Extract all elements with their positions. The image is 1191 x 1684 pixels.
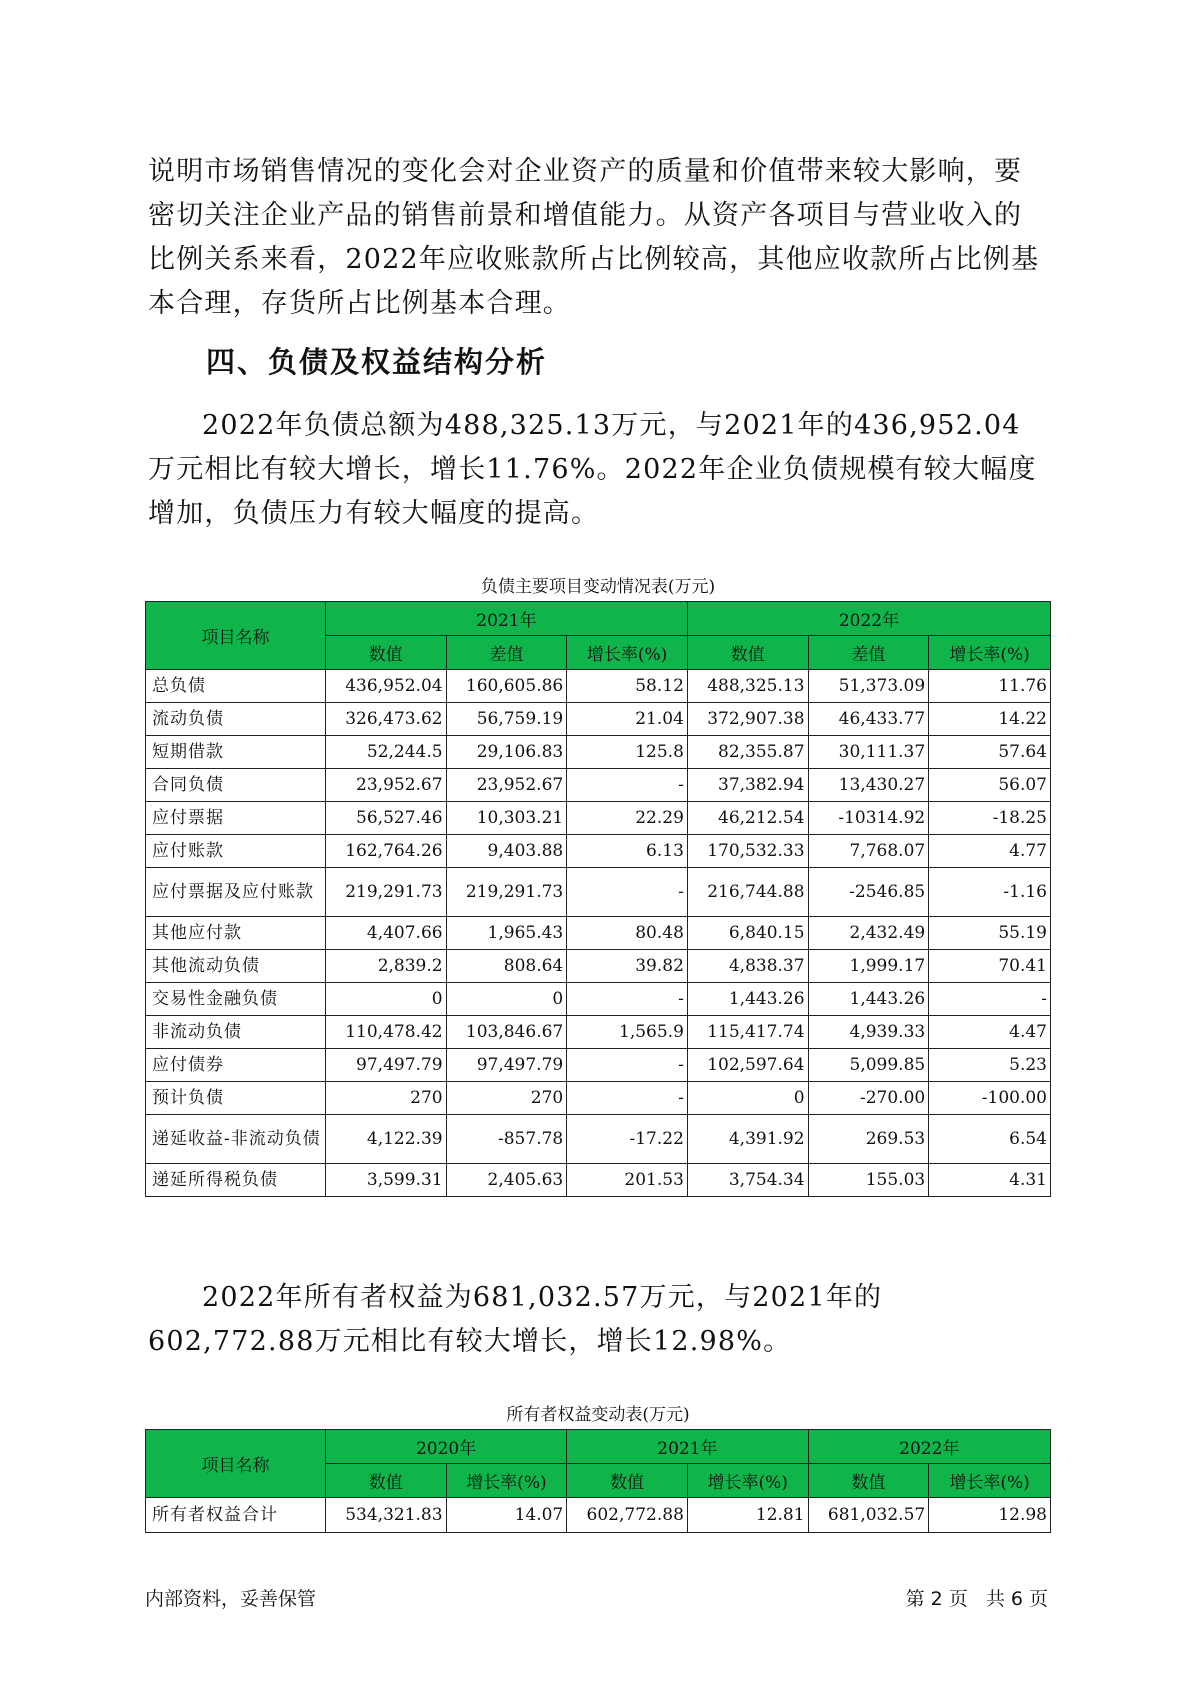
- row-item-name: 应付债券: [146, 1049, 326, 1082]
- table-cell: 4,838.37: [687, 950, 808, 983]
- row-item-name: 流动负债: [146, 703, 326, 736]
- table-cell: 57.64: [929, 736, 1051, 769]
- table-cell: 201.53: [567, 1164, 688, 1197]
- table-cell: 436,952.04: [325, 670, 446, 703]
- table-cell: 22.29: [567, 802, 688, 835]
- table-cell: 1,999.17: [808, 950, 929, 983]
- table-cell: -: [567, 1049, 688, 1082]
- table-cell: -: [929, 983, 1051, 1016]
- row-item-name: 递延所得税负债: [146, 1164, 326, 1197]
- subheader: 增长率(%): [929, 1464, 1051, 1498]
- table-cell: 0: [446, 983, 567, 1016]
- table-cell: 97,497.79: [446, 1049, 567, 1082]
- table-cell: 3,754.34: [687, 1164, 808, 1197]
- table-row: [146, 917, 1051, 950]
- table-cell: 4.47: [929, 1016, 1051, 1049]
- table-cell: 6.13: [567, 835, 688, 868]
- row-item-name: 其他流动负债: [146, 950, 326, 983]
- table-cell: 326,473.62: [325, 703, 446, 736]
- table-cell: 12.81: [687, 1498, 808, 1533]
- table-cell: -18.25: [929, 802, 1051, 835]
- table-cell: 681,032.57: [808, 1498, 929, 1533]
- subheader: 差值: [808, 636, 929, 670]
- table-cell: 808.64: [446, 950, 567, 983]
- table-cell: 51,373.09: [808, 670, 929, 703]
- table-cell: -270.00: [808, 1082, 929, 1115]
- subheader: 增长率(%): [446, 1464, 567, 1498]
- subheader: 增长率(%): [567, 636, 688, 670]
- table-cell: 270: [446, 1082, 567, 1115]
- table-cell: 80.48: [567, 917, 688, 950]
- subheader: 增长率(%): [687, 1464, 808, 1498]
- table-cell: -: [567, 769, 688, 802]
- table-cell: 46,212.54: [687, 802, 808, 835]
- table-cell: 97,497.79: [325, 1049, 446, 1082]
- table-cell: 102,597.64: [687, 1049, 808, 1082]
- equity-table-body: [146, 1498, 1051, 1533]
- table-cell: 2,432.49: [808, 917, 929, 950]
- table-cell: 29,106.83: [446, 736, 567, 769]
- table-row: [146, 769, 1051, 802]
- total-label: 共: [985, 1588, 1005, 1610]
- liability-table-caption: 负债主要项目变动情况表(万元): [480, 577, 716, 597]
- table-cell: 37,382.94: [687, 769, 808, 802]
- table-cell: 82,355.87: [687, 736, 808, 769]
- table-cell: 170,532.33: [687, 835, 808, 868]
- table-row: [146, 1082, 1051, 1115]
- intro-paragraph: 说明市场销售情况的变化会对企业资产的质量和价值带来较大影响，要密切关注企业产品的销售前景和增值能力。从资产各项目与营业收入的比例关系来看，2022年应收账款所占比例较高，其他应收款所占比例基本合理，存货所占比例基本合理。: [148, 156, 1040, 319]
- table-cell: 5,099.85: [808, 1049, 929, 1082]
- table-cell: -857.78: [446, 1115, 567, 1164]
- table-row: [146, 950, 1051, 983]
- table-cell: 155.03: [808, 1164, 929, 1197]
- table-cell: 110,478.42: [325, 1016, 446, 1049]
- table-cell: 1,443.26: [808, 983, 929, 1016]
- table-cell: 12.98: [929, 1498, 1051, 1533]
- table-cell: 55.19: [929, 917, 1051, 950]
- row-item-name: 短期借款: [146, 736, 326, 769]
- row-item-name: 应付票据: [146, 802, 326, 835]
- table-cell: 4,407.66: [325, 917, 446, 950]
- table-cell: 11.76: [929, 670, 1051, 703]
- table-cell: 219,291.73: [446, 868, 567, 917]
- table-row: [146, 868, 1051, 917]
- table-row: [146, 1498, 1051, 1533]
- table-cell: 52,244.5: [325, 736, 446, 769]
- table-row: [146, 983, 1051, 1016]
- table-cell: -100.00: [929, 1082, 1051, 1115]
- table-cell: 4.77: [929, 835, 1051, 868]
- table-row: [146, 670, 1051, 703]
- total-label: 页: [1028, 1588, 1048, 1610]
- table-cell: 9,403.88: [446, 835, 567, 868]
- table-row: [146, 1016, 1051, 1049]
- table-cell: 4,122.39: [325, 1115, 446, 1164]
- table-cell: -17.22: [567, 1115, 688, 1164]
- table-cell: 2,839.2: [325, 950, 446, 983]
- table-cell: 10,303.21: [446, 802, 567, 835]
- table-cell: -1.16: [929, 868, 1051, 917]
- table-cell: 534,321.83: [325, 1498, 446, 1533]
- total-pages: 6: [1010, 1588, 1023, 1610]
- subheader: 数值: [325, 636, 446, 670]
- table-cell: 4,391.92: [687, 1115, 808, 1164]
- table-cell: 6,840.15: [687, 917, 808, 950]
- row-item-name: 预计负债: [146, 1082, 326, 1115]
- row-item-name: 所有者权益合计: [146, 1498, 326, 1533]
- subheader: 数值: [808, 1464, 929, 1498]
- current-page: 2: [930, 1588, 943, 1610]
- header-year-2022: 2022年: [808, 1430, 1050, 1464]
- equity-paragraph: 2022年所有者权益为681,032.57万元，与2021年的602,772.88万元相比有较大增长，增长12.98%。: [148, 1282, 883, 1357]
- table-row: [146, 736, 1051, 769]
- header-year-2020: 2020年: [325, 1430, 566, 1464]
- header-year-2021: 2021年: [567, 1430, 808, 1464]
- table-cell: -: [567, 868, 688, 917]
- footer-confidential-note: 内部资料，妥善保管: [145, 1588, 317, 1610]
- table-cell: 216,744.88: [687, 868, 808, 917]
- row-item-name: 合同负债: [146, 769, 326, 802]
- table-cell: 4,939.33: [808, 1016, 929, 1049]
- table-row: [146, 835, 1051, 868]
- header-item-name: 项目名称: [146, 602, 326, 670]
- table-cell: 3,599.31: [325, 1164, 446, 1197]
- header-year-2022: 2022年: [687, 602, 1050, 636]
- table-cell: -: [567, 983, 688, 1016]
- table-cell: 5.23: [929, 1049, 1051, 1082]
- subheader: 数值: [567, 1464, 688, 1498]
- subheader: 差值: [446, 636, 567, 670]
- table-cell: 125.8: [567, 736, 688, 769]
- liability-table: [145, 601, 1051, 1197]
- table-cell: 103,846.67: [446, 1016, 567, 1049]
- subheader: 增长率(%): [929, 636, 1051, 670]
- table-cell: 602,772.88: [567, 1498, 688, 1533]
- table-cell: 56,759.19: [446, 703, 567, 736]
- table-cell: 7,768.07: [808, 835, 929, 868]
- table-cell: 30,111.37: [808, 736, 929, 769]
- table-cell: 21.04: [567, 703, 688, 736]
- subheader: 数值: [687, 636, 808, 670]
- row-item-name: 总负债: [146, 670, 326, 703]
- section-heading: 四、负债及权益结构分析: [206, 345, 548, 379]
- table-cell: 219,291.73: [325, 868, 446, 917]
- table-cell: 2,405.63: [446, 1164, 567, 1197]
- table-cell: 488,325.13: [687, 670, 808, 703]
- table-cell: 160,605.86: [446, 670, 567, 703]
- table-cell: 1,565.9: [567, 1016, 688, 1049]
- table-cell: 270: [325, 1082, 446, 1115]
- table-cell: 56,527.46: [325, 802, 446, 835]
- table-cell: 23,952.67: [325, 769, 446, 802]
- page-label: 页: [948, 1588, 968, 1610]
- table-cell: 58.12: [567, 670, 688, 703]
- table-cell: 0: [325, 983, 446, 1016]
- subheader: 数值: [325, 1464, 446, 1498]
- header-item-name: 项目名称: [146, 1430, 326, 1498]
- table-row: [146, 1115, 1051, 1164]
- liability-paragraph: 2022年负债总额为488,325.13万元，与2021年的436,952.04万元相比有较大增长，增长11.76%。2022年企业负债规模有较大幅度增加，负债压力有较大幅度的提高。: [148, 410, 1037, 529]
- table-cell: 56.07: [929, 769, 1051, 802]
- table-cell: 70.41: [929, 950, 1051, 983]
- table-cell: 0: [687, 1082, 808, 1115]
- table-cell: 1,965.43: [446, 917, 567, 950]
- row-item-name: 应付账款: [146, 835, 326, 868]
- row-item-name: 应付票据及应付账款: [146, 868, 326, 917]
- table-cell: 13,430.27: [808, 769, 929, 802]
- table-cell: 115,417.74: [687, 1016, 808, 1049]
- row-item-name: 其他应付款: [146, 917, 326, 950]
- footer-page-number: [903, 1584, 1051, 1611]
- table-cell: -: [567, 1082, 688, 1115]
- table-cell: 14.07: [446, 1498, 567, 1533]
- table-cell: 14.22: [929, 703, 1051, 736]
- table-cell: 46,433.77: [808, 703, 929, 736]
- equity-table: [145, 1429, 1051, 1533]
- row-item-name: 非流动负债: [146, 1016, 326, 1049]
- table-row: [146, 703, 1051, 736]
- table-cell: 269.53: [808, 1115, 929, 1164]
- row-item-name: 交易性金融负债: [146, 983, 326, 1016]
- liability-table-body: [146, 670, 1051, 1197]
- table-cell: -10314.92: [808, 802, 929, 835]
- page-label: 第: [905, 1588, 925, 1610]
- table-row: [146, 1049, 1051, 1082]
- table-row: [146, 1164, 1051, 1197]
- row-item-name: 递延收益-非流动负债: [146, 1115, 326, 1164]
- table-cell: 162,764.26: [325, 835, 446, 868]
- table-cell: 39.82: [567, 950, 688, 983]
- table-cell: -2546.85: [808, 868, 929, 917]
- header-year-2021: 2021年: [325, 602, 687, 636]
- equity-table-caption: 所有者权益变动表(万元): [506, 1405, 690, 1425]
- table-cell: 23,952.67: [446, 769, 567, 802]
- table-row: [146, 802, 1051, 835]
- table-cell: 6.54: [929, 1115, 1051, 1164]
- table-cell: 1,443.26: [687, 983, 808, 1016]
- table-cell: 4.31: [929, 1164, 1051, 1197]
- table-cell: 372,907.38: [687, 703, 808, 736]
